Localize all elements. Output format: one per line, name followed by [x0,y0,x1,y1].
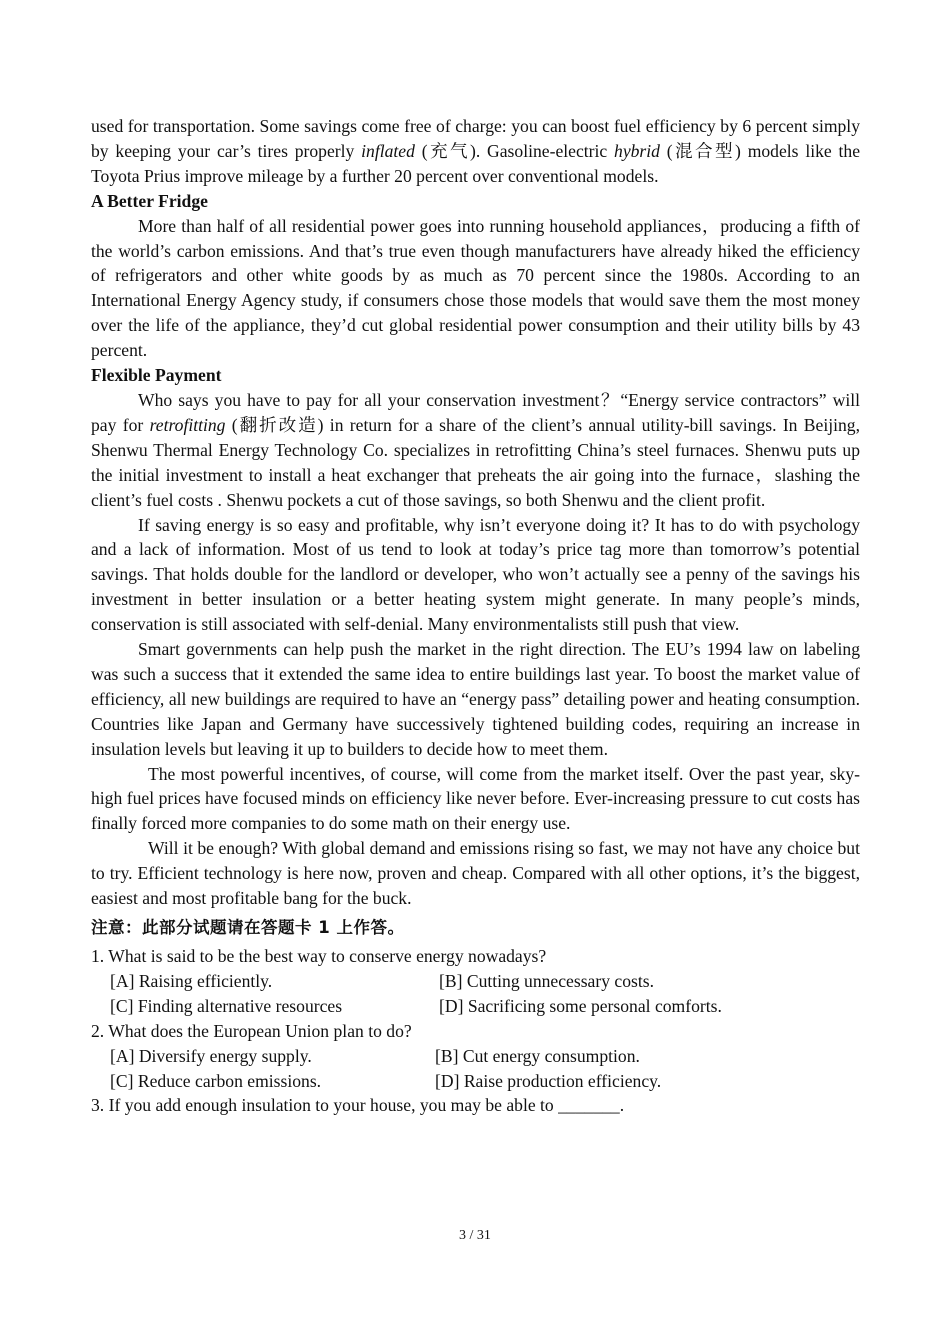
option-b: [B] Cutting unnecessary costs. [439,970,654,991]
passage-paragraph-psychology: If saving energy is so easy and profitable, why isn’t everyone doing it? It has to do with psychology and a lack of information. Most of us tend to look at today’s price tag more than tomorrow’s potential savings. That holds double for the landlord or developer, who won’t actually see a penny of the savings his investment in better insulation or a better heating system might generate. In many people’s minds, conservation is still associated with self-denial. Many environmentalists still push that view. [91,514,860,635]
option-row [91,994,860,1019]
section-heading-payment: Flexible Payment [91,365,222,386]
question-3 [91,1093,860,1118]
option-c: [C] Finding alternative resources [110,995,343,1016]
option-b: [B] Cut energy consumption. [435,1045,640,1066]
question-stem: 2. What does the European Union plan to do? [91,1020,412,1041]
section-heading-fridge: A Better Fridge [91,190,208,211]
question-stem: 3. If you add enough insulation to your house, you may be able to _______. [91,1095,625,1116]
option-row [91,1044,860,1069]
question-2 [91,1019,860,1094]
passage-paragraph-fridge: More than half of all residential power goes into running household appliances，producing a fifth of the world’s carbon emissions. And that’s true even though manufacturers have already hiked the efficiency of refrigerators and other white goods by as much as 70 percent since the 1980s. According to an International Energy Agency study, if consumers chose those models that would save them the most money over the life of the appliance, they’d cut global residential power consumption and their utility bills by 43 percent. [91,215,860,361]
option-row [91,1069,860,1094]
page-number: 3 / 31 [459,1228,491,1243]
passage-paragraph-conclusion: Will it be enough? With global demand and emissions rising so fast, we may not have any choice but to try. Efficient technology is here now, proven and cheap. Compared with all other options, it’s the biggest, easiest and most profitable bang for the buck. [91,838,860,909]
option-a: [A] Diversify energy supply. [110,1045,312,1066]
question-1 [91,944,860,1019]
option-a: [A] Raising efficiently. [110,970,273,991]
passage-paragraph-transport: used for transportation. Some savings come free of charge: you can boost fuel efficiency by 6 percent simply by keeping your car’s tires properly inflated (充气). Gasoline-electric hybrid (混合型) models like the Toyota Prius improve mileage by a further 20 percent over conventional models. [91,116,861,186]
option-d: [D] Sacrificing some personal comforts. [439,995,722,1016]
option-c: [C] Reduce carbon emissions. [110,1070,322,1091]
question-stem: 1. What is said to be the best way to conserve energy nowadays? [91,946,547,966]
passage-paragraph-government: Smart governments can help push the market in the right direction. The EU’s 1994 law on labeling was such a success that it extended the same idea to entire buildings last year. To boost the market value of efficiency, all new buildings are required to have an “energy pass” detailing power and heating consumption. Countries like Japan and Germany have successively tightened building codes, requiring an increase in insulation levels but leaving it up to builders to decide how to meet them. [91,639,860,759]
option-d: [D] Raise production efficiency. [435,1070,662,1091]
document-page [91,114,860,1118]
passage-paragraph-incentives: The most powerful incentives, of course, will come from the market itself. Over the past year, sky-high fuel prices have focused minds on efficiency like never before. Ever-increasing pressure to cut costs has finally forced more companies to do some math on their energy use. [91,763,860,834]
option-row [91,969,860,994]
answer-sheet-notice: 注意：此部分试题请在答题卡 1 上作答。 [91,918,405,937]
passage-paragraph-payment: Who says you have to pay for all your conservation investment？“Energy service contractors” will pay for retrofitting (翻折改造) in return for a share of the client’s annual utility-bill savings. In Beijing, Shenwu Thermal Energy Technology Co. specializes in retrofitting China’s steel furnaces. Shenwu puts up the initial investment to install a heat exchanger that preheats the air going into the furnace，slashing the client’s fuel costs . Shenwu pockets a cut of those savings, so both Shenwu and the client profit. [91,389,861,510]
